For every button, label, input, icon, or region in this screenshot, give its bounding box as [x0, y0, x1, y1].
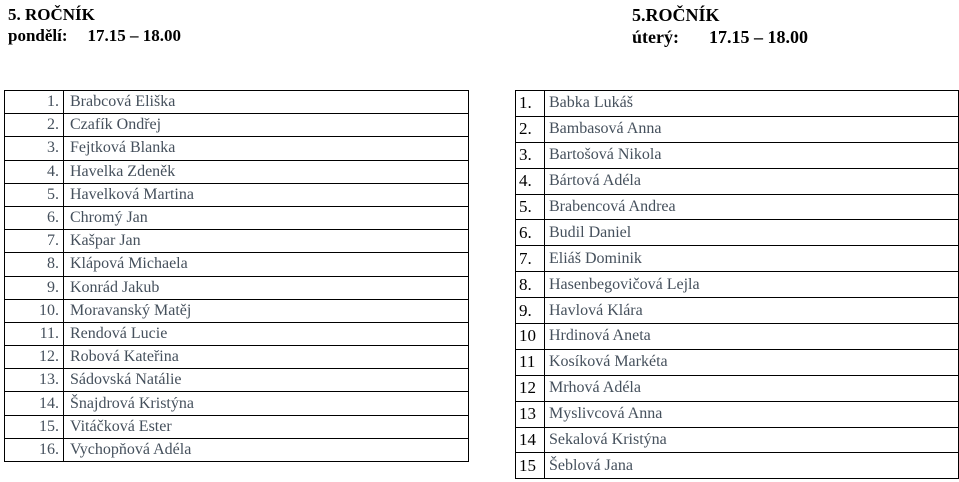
table-row: [516, 168, 959, 194]
table-row: [5, 253, 469, 276]
table-row: [516, 298, 959, 324]
student-name: Robová Kateřina: [64, 346, 469, 369]
table-row: [516, 272, 959, 298]
table-row: [5, 392, 469, 415]
student-name: Šnajdrová Kristýna: [64, 392, 469, 415]
table-row: [516, 246, 959, 272]
row-number: 1.: [516, 91, 545, 117]
student-name: Eliáš Dominik: [545, 246, 959, 272]
student-name: Kašpar Jan: [64, 230, 469, 253]
row-number: 4.: [5, 160, 64, 183]
student-name: Vitáčková Ester: [64, 415, 469, 438]
table-row: [5, 415, 469, 438]
student-name: Bártová Adéla: [545, 168, 959, 194]
student-name: Sekalová Kristýna: [545, 427, 959, 453]
monday-student-table: [4, 90, 469, 462]
schedule-line-tuesday: [632, 26, 808, 48]
student-name: Brabencová Andrea: [545, 194, 959, 220]
row-number: 5.: [516, 194, 545, 220]
student-name: Sádovská Natálie: [64, 369, 469, 392]
table-row: [5, 346, 469, 369]
student-name: Bambasová Anna: [545, 116, 959, 142]
row-number: 8.: [516, 272, 545, 298]
row-number: 7.: [516, 246, 545, 272]
student-name: Havlová Klára: [545, 298, 959, 324]
row-number: 7.: [5, 230, 64, 253]
student-name: Brabcová Eliška: [64, 91, 469, 114]
table-row: [516, 116, 959, 142]
student-name: Vychopňová Adéla: [64, 438, 469, 461]
student-name: Babka Lukáš: [545, 91, 959, 117]
student-name: Havelková Martina: [64, 183, 469, 206]
time-label-monday: 17.15 – 18.00: [87, 26, 182, 45]
student-name: Mrhová Adéla: [545, 375, 959, 401]
row-number: 3.: [516, 142, 545, 168]
row-number: 12: [516, 375, 545, 401]
student-name: Klápová Michaela: [64, 253, 469, 276]
row-number: 11: [516, 349, 545, 375]
row-number: 15.: [5, 415, 64, 438]
row-number: 6.: [516, 220, 545, 246]
student-name: Moravanský Matěj: [64, 299, 469, 322]
student-name: Hrdinová Aneta: [545, 324, 959, 350]
table-row: [516, 453, 959, 479]
table-row: [516, 401, 959, 427]
row-number: 13: [516, 401, 545, 427]
row-number: 16.: [5, 438, 64, 461]
row-number: 9.: [516, 298, 545, 324]
row-number: 9.: [5, 276, 64, 299]
student-name: Budil Daniel: [545, 220, 959, 246]
student-name: Šeblová Jana: [545, 453, 959, 479]
row-number: 3.: [5, 137, 64, 160]
row-number: 14.: [5, 392, 64, 415]
table-row: [516, 375, 959, 401]
day-label-monday: pondělí:: [8, 26, 68, 45]
table-row: [5, 206, 469, 229]
time-label-tuesday: 17.15 – 18.00: [708, 27, 808, 47]
table-row: [5, 114, 469, 137]
row-number: 10: [516, 324, 545, 350]
student-name: Rendová Lucie: [64, 322, 469, 345]
tuesday-student-table: [515, 90, 959, 479]
student-name: Havelka Zdeněk: [64, 160, 469, 183]
table-row: [5, 322, 469, 345]
row-number: 10.: [5, 299, 64, 322]
row-number: 11.: [5, 322, 64, 345]
row-number: 5.: [5, 183, 64, 206]
table-row: [516, 427, 959, 453]
table-row: [5, 160, 469, 183]
student-name: Czafík Ondřej: [64, 114, 469, 137]
tuesday-group-header: [632, 4, 808, 48]
table-row: [5, 183, 469, 206]
row-number: 13.: [5, 369, 64, 392]
student-name: Fejtková Blanka: [64, 137, 469, 160]
row-number: 14: [516, 427, 545, 453]
table-row: [516, 349, 959, 375]
row-number: 1.: [5, 91, 64, 114]
monday-group-header: [8, 4, 181, 46]
day-label-tuesday: úterý:: [632, 27, 679, 47]
table-row: [516, 324, 959, 350]
row-number: 2.: [5, 114, 64, 137]
student-name: Myslivcová Anna: [545, 401, 959, 427]
student-name: Hasenbegovičová Lejla: [545, 272, 959, 298]
schedule-line-monday: [8, 25, 181, 46]
row-number: 8.: [5, 253, 64, 276]
row-number: 4.: [516, 168, 545, 194]
student-name: Bartošová Nikola: [545, 142, 959, 168]
table-row: [5, 299, 469, 322]
table-row: [5, 438, 469, 461]
student-name: Konrád Jakub: [64, 276, 469, 299]
row-number: 12.: [5, 346, 64, 369]
table-row: [5, 369, 469, 392]
table-row: [516, 142, 959, 168]
student-name: Chromý Jan: [64, 206, 469, 229]
table-row: [516, 91, 959, 117]
table-row: [516, 194, 959, 220]
row-number: 2.: [516, 116, 545, 142]
table-row: [5, 276, 469, 299]
table-row: [516, 220, 959, 246]
grade-title-monday: 5. ROČNÍK: [8, 5, 95, 24]
grade-title-tuesday: 5.ROČNÍK: [632, 5, 720, 25]
student-name: Kosíková Markéta: [545, 349, 959, 375]
table-row: [5, 137, 469, 160]
table-row: [5, 230, 469, 253]
row-number: 15: [516, 453, 545, 479]
table-row: [5, 91, 469, 114]
row-number: 6.: [5, 206, 64, 229]
